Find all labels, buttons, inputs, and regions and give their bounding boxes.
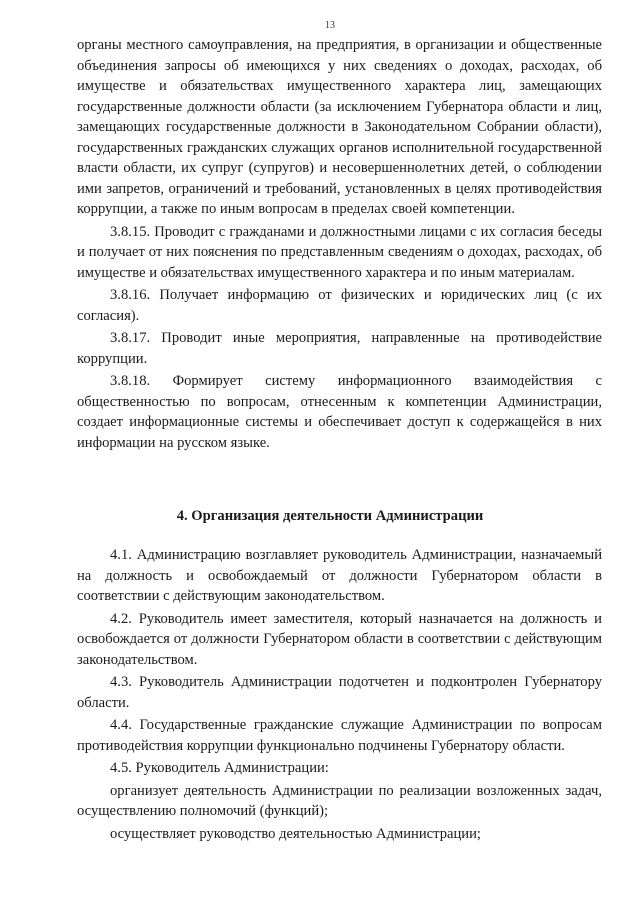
paragraph-3-8-15: 3.8.15. Проводит с гражданами и должностными лицами с их согласия беседы и получает от них пояснения по представленным сведениям о доходах, расходах, об имуществе и обязательствах имущественного характера и по иным материалам. xyxy=(77,223,602,281)
page-number: 13 xyxy=(325,20,335,31)
section-heading: 4. Организация деятельности Администрации xyxy=(176,508,484,524)
paragraph-4-5-item-2: осуществляет руководство деятельностью Администрации; xyxy=(110,825,481,842)
paragraph-3-8-17: 3.8.17. Проводит иные мероприятия, направленные на противодействие коррупции. xyxy=(77,330,602,367)
paragraph-4-2: 4.2. Руководитель имеет заместителя, который назначается на должность и освобождается от должности Губернатором области в соответствии с действующим законодательством. xyxy=(77,610,602,668)
section-text-block xyxy=(77,545,602,846)
paragraph-3-8-18: 3.8.18. Формирует систему информационного взаимодействия с общественностью по вопросам, отнесенным к компетенции Администрации, создает информационные системы и обеспечивает доступ к содержащейся в них информации на русском языке. xyxy=(77,373,602,451)
paragraph-continuation: органы местного самоуправления, на предприятия, в организации и общественные объединения запросы об имеющихся у них сведениях о доходах, расходах, об имуществе и обязательствах имущественного характера лиц, замещающих государственные должности области (за исключением Губернатора области и лиц, замещающих государственные должности в Законодательном Собрании области), государственных гражданских служащих органов исполнительной государственной власти области, их супруг (супругов) и несовершеннолетних детей, о соблюдении ими запретов, ограничений и требований, установленных в целях противодействия коррупции, а также по иным вопросам в пределах своей компетенции. xyxy=(77,37,602,217)
paragraph-4-5-item-1: организует деятельность Администрации по реализации возложенных задач, осуществлению полномочий (функций); xyxy=(77,782,602,819)
paragraph-4-1: 4.1. Администрацию возглавляет руководитель Администрации, назначаемый на должность и освобождаемый от должности Губернатором области в соответствии с действующим законодательством. xyxy=(77,547,602,604)
top-text-block xyxy=(77,35,602,455)
paragraph-4-3: 4.3. Руководитель Администрации подотчетен и подконтролен Губернатору области. xyxy=(77,674,602,711)
paragraph-4-4: 4.4. Государственные гражданские служащие Администрации по вопросам противодействия коррупции функционально подчинены Губернатору области. xyxy=(77,717,602,754)
paragraph-4-5: 4.5. Руководитель Администрации: xyxy=(110,760,329,776)
paragraph-3-8-16: 3.8.16. Получает информацию от физических и юридических лиц (с их согласия). xyxy=(77,287,602,324)
